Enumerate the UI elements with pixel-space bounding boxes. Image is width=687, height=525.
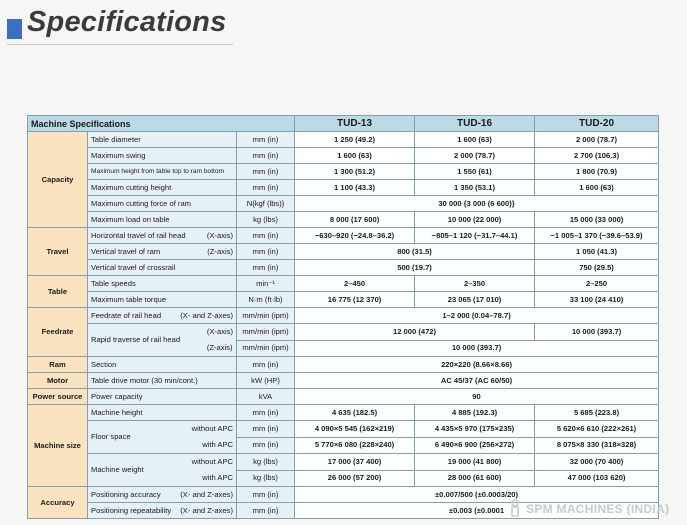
spec-item-label: Rapid traverse of rail head [91,335,181,344]
spec-unit: N{kgf (lbs)} [237,196,295,212]
spec-variant: without APC [191,457,233,466]
spec-item-label: Floor space [91,432,131,441]
page-title: Specifications [27,6,227,38]
spec-value: 4 435×5 970 (175×235) [415,421,535,438]
spec-item: Maximum cutting force of ram [88,196,237,212]
table-header-row [28,116,659,132]
table-row [28,487,659,503]
spec-unit: mm (in) [237,405,295,421]
spec-item: Vertical travel of crossrail [88,260,237,276]
spec-value: 33 100 (24 410) [535,292,659,308]
spec-value: 2 700 (106.3) [535,148,659,164]
table-row [28,389,659,405]
category-accuracy: Accuracy [28,487,88,519]
table-header-label: Machine Specifications [28,116,295,132]
spec-value: 2–250 [535,276,659,292]
spec-variant: with APC [202,440,233,449]
spec-unit: min⁻¹ [237,276,295,292]
spec-axis: (X- and Z-axes) [180,489,233,499]
spec-unit: mm (in) [237,487,295,503]
spec-value: 1 600 (63) [535,180,659,196]
spec-value: 10 000 (393.7) [295,340,659,357]
spec-axis: (Z-axis) [206,343,233,352]
spec-item-label: Positioning repeatability [91,505,172,515]
spec-value: 220×220 (8.66×8.66) [295,357,659,373]
spec-value: 1 050 (41.3) [535,244,659,260]
spec-value: 10 000 (22 000) [415,212,535,228]
spec-value: 12 000 (472) [295,324,535,341]
spec-item: Table drive motor (30 min/cont.) [88,373,237,389]
spec-value: 1 800 (70.9) [535,164,659,180]
table-row [28,196,659,212]
spec-unit: mm (in) [237,132,295,148]
spec-axis: (X- and Z-axes) [180,310,233,320]
table-row [28,212,659,228]
table-row [28,276,659,292]
spec-value: 28 000 (61 600) [415,470,535,487]
spec-value: ±0.007/500 (±0.0003/20) [295,487,659,503]
spec-value: 30 000 {3 000 (6 600)} [295,196,659,212]
spec-item: Maximum table torque [88,292,237,308]
spec-value: 1 100 (43.3) [295,180,415,196]
spec-value: −630–920 (−24.8–36.2) [295,228,415,244]
spec-value: 2–350 [415,276,535,292]
spec-value: 750 (29.5) [535,260,659,276]
spec-item: Power capacity [88,389,237,405]
spec-value: 47 000 (103 620) [535,470,659,487]
table-row [28,228,659,244]
spec-value: 2–450 [295,276,415,292]
spec-value: 1–2 000 (0.04–78.7) [295,308,659,324]
spec-item-label: Positioning accuracy [91,489,161,499]
spec-item: Section [88,357,237,373]
spec-value: ±0.003 (±0.0001 [295,503,659,519]
spec-item [88,324,237,357]
spec-value: 5 770×6 080 (228×240) [295,437,415,454]
spec-item: Maximum swing [88,148,237,164]
table-row [28,292,659,308]
model-tud20: TUD-20 [535,116,659,132]
spec-value: 26 000 (57 200) [295,470,415,487]
table-row [28,421,659,438]
category-motor: Motor [28,373,88,389]
spec-unit: kg (lbs) [237,470,295,487]
spec-item-label: Machine weight [91,465,144,474]
spec-value: 90 [295,389,659,405]
category-table: Table [28,276,88,308]
table-row [28,260,659,276]
spec-value: 15 000 (33 000) [535,212,659,228]
spec-value: −805–1 120 (−31.7–44.1) [415,228,535,244]
spec-value: 2 000 (78.7) [535,132,659,148]
spec-value: 2 000 (78.7) [415,148,535,164]
spec-unit: mm (in) [237,244,295,260]
spec-variant: without APC [191,424,233,433]
spec-value: 32 000 (70 400) [535,454,659,471]
spec-item [88,503,237,519]
table-row [28,454,659,471]
table-row [28,180,659,196]
spec-value: 4 090×5 545 (162×219) [295,421,415,438]
spec-unit: kg (lbs) [237,212,295,228]
table-row [28,324,659,341]
table-row [28,132,659,148]
watermark-logo-icon [508,499,522,517]
spec-item [88,228,237,244]
spec-variant: with APC [202,473,233,482]
spec-value: 6 490×6 900 (256×272) [415,437,535,454]
title-divider [7,44,233,45]
spec-item: Table diameter [88,132,237,148]
spec-unit: mm/min (ipm) [237,308,295,324]
spec-value: 800 (31.5) [295,244,535,260]
spec-item [88,454,237,487]
spec-item: Machine height [88,405,237,421]
spec-unit: mm (in) [237,180,295,196]
spec-item [88,244,237,260]
spec-axis: (Z-axis) [207,246,233,256]
category-machine-size: Machine size [28,405,88,487]
spec-value: 1 250 (49.2) [295,132,415,148]
spec-value: 19 000 (41 800) [415,454,535,471]
spec-item: Maximum cutting height [88,180,237,196]
spec-value: −1 005–1 370 (−39.6–53.9) [535,228,659,244]
spec-value: 500 (19.7) [295,260,535,276]
spec-unit: mm/min (ipm) [237,340,295,357]
spec-unit: mm (in) [237,437,295,454]
category-travel: Travel [28,228,88,276]
spec-value: 1 350 (53.1) [415,180,535,196]
spec-value: 1 550 (61) [415,164,535,180]
spec-value: AC 45/37 (AC 60/50) [295,373,659,389]
table-row [28,373,659,389]
spec-item [88,308,237,324]
table-row [28,308,659,324]
table-row [28,148,659,164]
spec-unit: kW (HP) [237,373,295,389]
spec-value: 1 600 (63) [415,132,535,148]
spec-value: 5 620×6 610 (222×261) [535,421,659,438]
watermark: SPM MACHINES (INDIA) [526,502,670,516]
table-row [28,164,659,180]
spec-value: 5 685 (223.8) [535,405,659,421]
spec-axis: (X- and Z-axes) [180,505,233,515]
spec-value: 17 000 (37 400) [295,454,415,471]
spec-value: 16 775 (12 370) [295,292,415,308]
table-row [28,357,659,373]
spec-item: Table speeds [88,276,237,292]
spec-unit: mm/min (ipm) [237,324,295,341]
spec-table [27,115,659,519]
table-row [28,405,659,421]
category-feedrate: Feedrate [28,308,88,357]
spec-unit: kVA [237,389,295,405]
category-ram: Ram [28,357,88,373]
spec-item-label: Horizontal travel of rail head [91,230,186,240]
model-tud16: TUD-16 [415,116,535,132]
spec-unit: kg (lbs) [237,454,295,471]
spec-unit: mm (in) [237,164,295,180]
spec-unit: mm (in) [237,260,295,276]
spec-unit: mm (in) [237,421,295,438]
spec-value: 4 885 (192.3) [415,405,535,421]
title-accent-bar [7,19,22,39]
spec-item [88,421,237,454]
spec-item [88,487,237,503]
spec-unit: mm (in) [237,148,295,164]
spec-value: 1 600 (63) [295,148,415,164]
spec-unit: mm (in) [237,228,295,244]
spec-axis: (X-axis) [206,327,233,336]
category-power-source: Power source [28,389,88,405]
spec-unit: mm (in) [237,357,295,373]
spec-value: 10 000 (393.7) [535,324,659,341]
spec-axis: (X-axis) [206,230,233,240]
spec-value: 8 000 (17 600) [295,212,415,228]
spec-value: 1 300 (51.2) [295,164,415,180]
spec-item-label: Feedrate of rail head [91,310,162,320]
spec-item: Maximum height from table top to ram bottom [88,164,237,180]
spec-value: 8 075×8 330 (318×328) [535,437,659,454]
table-row [28,244,659,260]
spec-item-label: Vertical travel of ram [91,246,161,256]
category-capacity: Capacity [28,132,88,228]
model-tud13: TUD-13 [295,116,415,132]
spec-item: Maximum load on table [88,212,237,228]
spec-value: 23 065 (17 010) [415,292,535,308]
spec-unit: N·m (ft·lb) [237,292,295,308]
spec-unit: mm (in) [237,503,295,519]
spec-value: 4 635 (182.5) [295,405,415,421]
